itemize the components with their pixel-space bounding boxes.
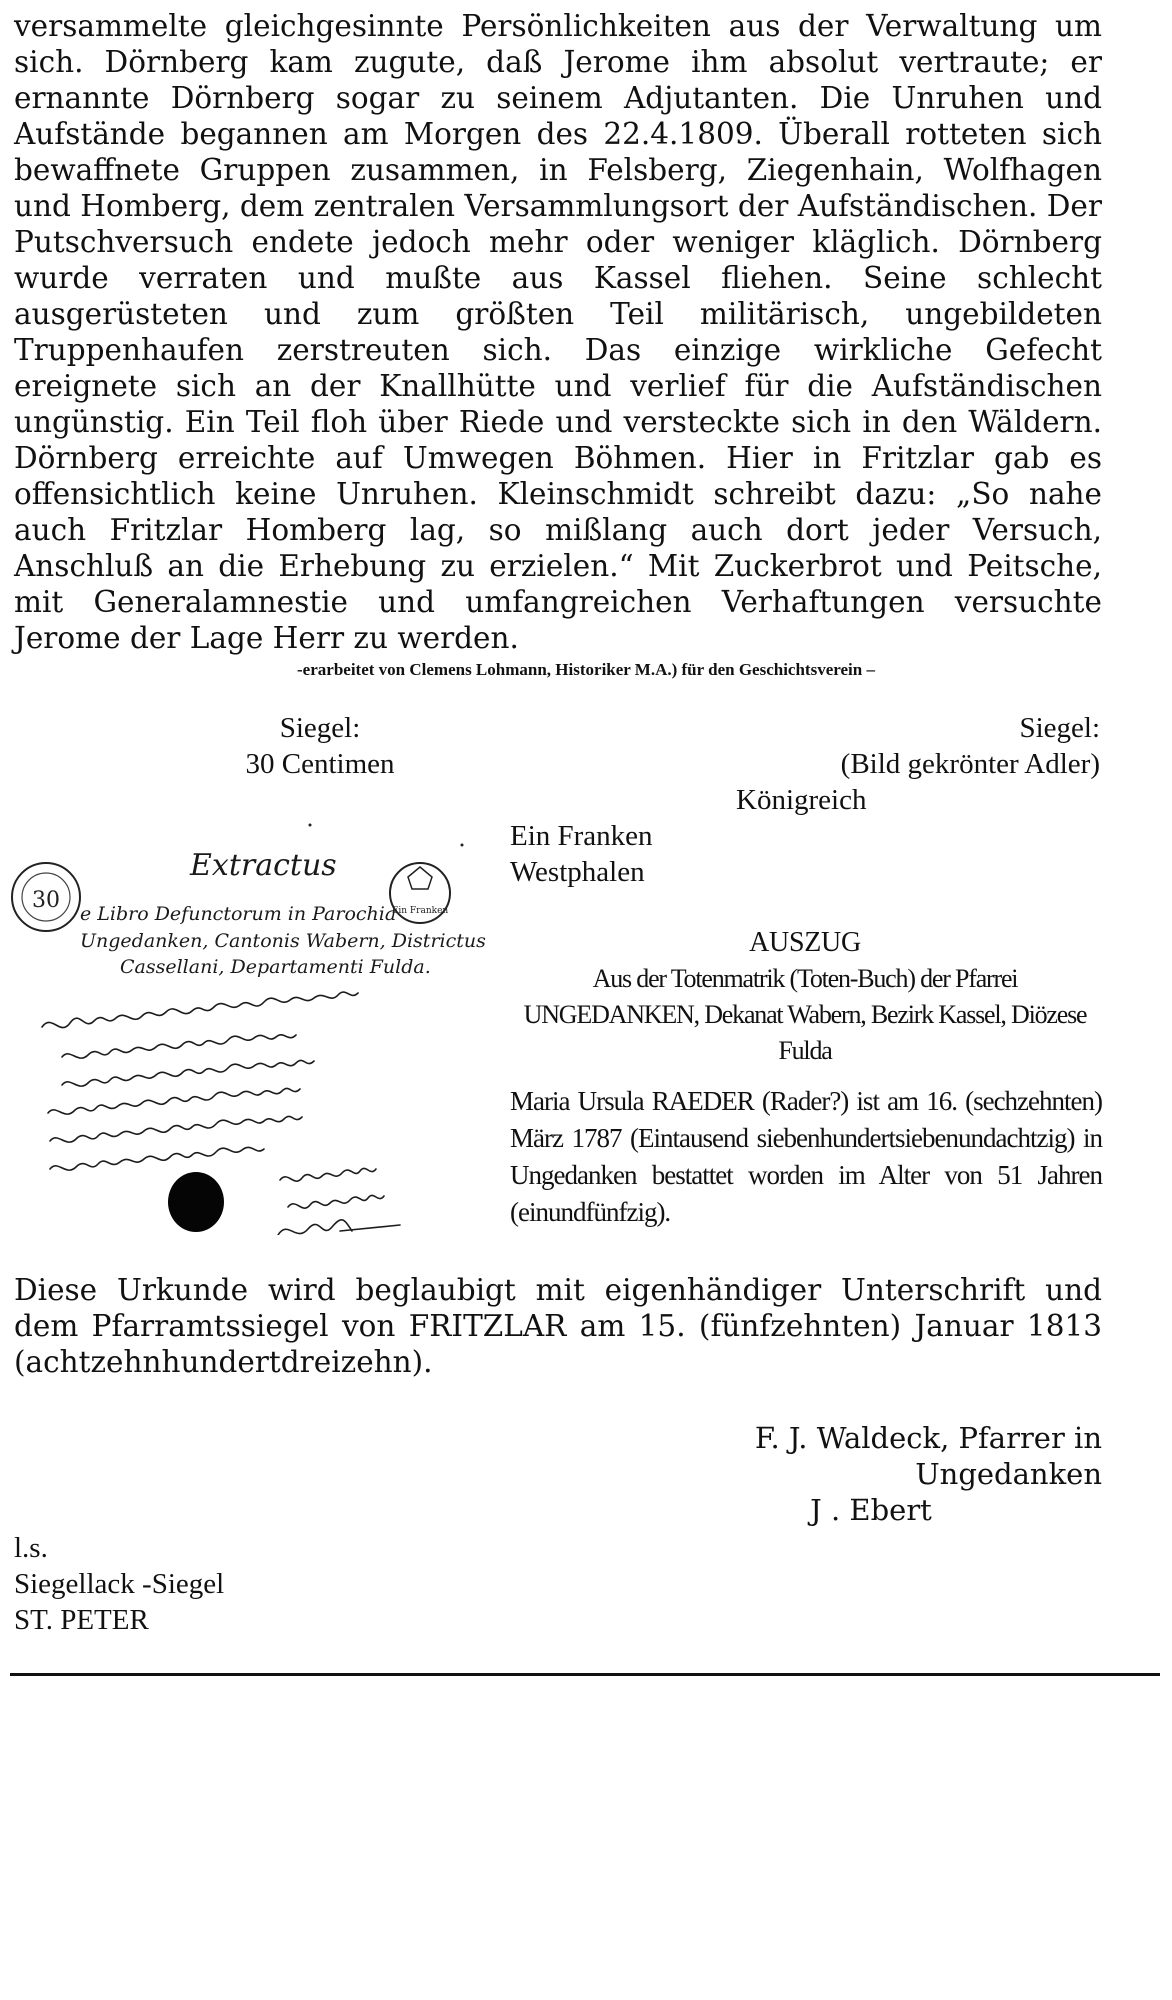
seal-right-kingdom: Königreich [736, 784, 867, 816]
seal-right-label: Siegel: [1019, 712, 1100, 744]
seal-note-type: Siegellack -Siegel [14, 1568, 225, 1600]
stamp-line-1: Ein Franken [510, 820, 653, 852]
seal-right-caption [736, 710, 1100, 818]
seal-left-caption [210, 710, 430, 782]
svg-text:Ungedanken, Cantonis Wabern, D: Ungedanken, Cantonis Wabern, Districtus [80, 930, 486, 952]
entry-text: Maria Ursula RAEDER (Rader?) ist am 16. (sechzehnten) März 1787 (Eintausend siebenhundertsiebenundachtzig) in Ungedanken bestattet worden im Alter von 51 Jahren (einundfünfzig). [510, 1086, 1102, 1227]
seal-note-ls: l.s. [14, 1532, 48, 1564]
certification-text: Diese Urkunde wird beglaubigt mit eigenhändiger Unterschrift und dem Pfarramtssiegel von FRITZLAR am 15. (fünfzehnten) Januar 1813 (achtzehnhundertdreizehn). [14, 1273, 1102, 1379]
scanned-document-image [10, 815, 490, 1235]
signer-1: F. J. Waldeck, Pfarrer in [754, 1421, 1102, 1455]
signatures [600, 1420, 1102, 1528]
divider-rule [10, 1673, 1160, 1676]
ink-dot [461, 844, 464, 847]
stamp-caption [510, 818, 653, 890]
auszug-subtitle: Aus der Totenmatrik (Toten-Buch) der Pfarrei UNGEDANKEN, Dekanat Wabern, Bezirk Kassel, Diözese Fulda [523, 964, 1087, 1065]
credit-line: -erarbeitet von Clemens Lohmann, Historiker M.A.) für den Geschichtsverein – [297, 660, 875, 679]
right-stamp-icon [390, 863, 450, 923]
seal-left-label: Siegel: [279, 712, 361, 744]
seal-note-name: ST. PETER [14, 1604, 149, 1636]
wax-seal-icon [168, 1172, 224, 1232]
seal-right-description: (Bild gekrönter Adler) [840, 748, 1100, 780]
svg-text:Extractus: Extractus [190, 848, 337, 883]
seal-left-value: 30 Centimen [245, 748, 395, 780]
stamp-line-2: Westphalen [510, 856, 645, 888]
svg-text:Ein Franken: Ein Franken [391, 906, 449, 916]
seal-note [14, 1530, 224, 1638]
svg-text:Cassellani, Departamenti Fulda: Cassellani, Departamenti Fulda. [120, 956, 431, 978]
left-stamp-icon [12, 863, 80, 931]
ink-dot [309, 824, 312, 827]
body-paragraph: versammelte gleichgesinnte Persönlichkeiten aus der Verwaltung um sich. Dörnberg kam zugute, daß Jerome ihm absolut vertraute; er ernannte Dörnberg sogar zu seinem Adjutanten. Die Unruhen und Aufstände begannen am Morgen des 22.4.1809. Überall rotteten sich bewaffnete Gruppen zusammen, in Felsberg, Ziegenhain, Wolfhagen und Homberg, dem zentralen Versammlungsort der Aufständischen. Der Putschversuch endete jedoch mehr oder weniger kläglich. Dörnberg wurde verraten und mußte aus Kassel fliehen. Seine schlecht ausgerüsteten und zum größten Teil militärisch, ungebildeten Truppenhaufen zerstreuten sich. Das einzige wirkliche Gefecht ereignete sich an der Knallhütte und verlief für die Aufständischen ungünstig. Ein Teil floh über Riede und versteckte sich in den Wäldern. Dörnberg erreichte auf Umwegen Böhmen. Hier in Fritzlar gab es offensichtlich keine Unruhen. Kleinschmidt schreibt dazu: „So nahe auch Fritzlar Homberg lag, so mißlang auch dort jeder Versuch, Anschluß an die Erhebung zu erzielen.“ Mit Zuckerbrot und Peitsche, mit Generalamnestie und umfangreichen Verhaftungen versuchte Jerome der Lage Herr zu werden. [14, 9, 1102, 655]
auszug-title: AUSZUG [749, 927, 861, 958]
svg-text:e Libro Defunctorum in Parochi: e Libro Defunctorum in Parochia [80, 903, 397, 925]
auszug-header [510, 925, 1100, 1069]
svg-text:30: 30 [32, 888, 60, 913]
signer-2: J . Ebert [810, 1493, 932, 1527]
signer-1-parish: Ungedanken [915, 1457, 1102, 1491]
